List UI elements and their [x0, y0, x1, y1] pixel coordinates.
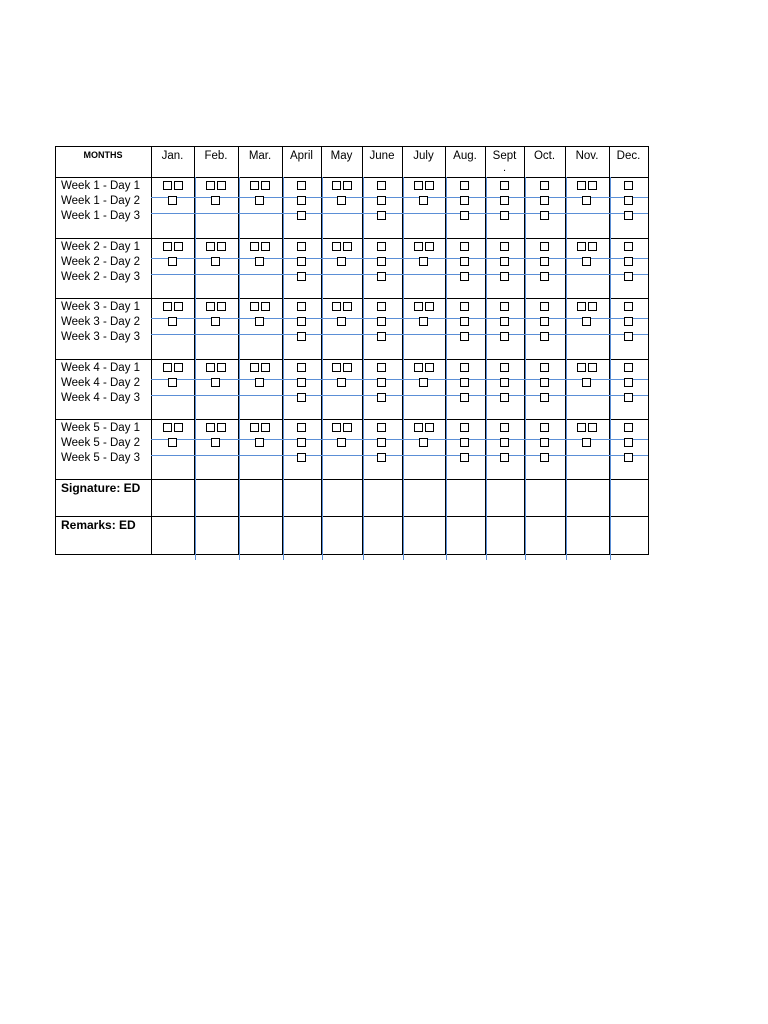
attendance-checkbox[interactable]	[500, 393, 509, 402]
attendance-checkbox[interactable]	[624, 453, 633, 462]
attendance-checkbox[interactable]	[624, 181, 633, 190]
day-row-label: Week 5 - Day 1	[61, 422, 141, 434]
attendance-checkbox[interactable]	[217, 181, 226, 190]
gridline-horizontal	[151, 455, 648, 456]
attendance-checkbox[interactable]	[261, 423, 270, 432]
attendance-checkbox[interactable]	[174, 363, 183, 372]
attendance-checkbox[interactable]	[255, 257, 264, 266]
attendance-checkbox[interactable]	[297, 181, 306, 190]
attendance-checkbox[interactable]	[343, 242, 352, 251]
attendance-checkbox[interactable]	[261, 242, 270, 251]
remarks-label: Remarks: ED	[61, 518, 136, 532]
attendance-checkbox[interactable]	[414, 423, 423, 432]
remarks-cell	[362, 516, 403, 555]
attendance-checkbox[interactable]	[460, 272, 469, 281]
attendance-checkbox[interactable]	[460, 302, 469, 311]
attendance-checkbox[interactable]	[206, 363, 215, 372]
gridline-vertical	[610, 177, 611, 560]
gridline-horizontal	[151, 439, 648, 440]
attendance-checkbox[interactable]	[297, 332, 306, 341]
attendance-checkbox[interactable]	[425, 181, 434, 190]
attendance-checkbox[interactable]	[297, 196, 306, 205]
attendance-checkbox[interactable]	[500, 438, 509, 447]
attendance-checkbox[interactable]	[163, 302, 172, 311]
attendance-checkbox[interactable]	[540, 332, 549, 341]
attendance-checkbox[interactable]	[419, 438, 428, 447]
signature-cell	[194, 479, 239, 517]
attendance-checkbox[interactable]	[577, 242, 586, 251]
attendance-checkbox[interactable]	[163, 423, 172, 432]
attendance-checkbox[interactable]	[540, 363, 549, 372]
attendance-checkbox[interactable]	[297, 378, 306, 387]
months-header: MONTHS	[83, 150, 123, 160]
attendance-checkbox[interactable]	[206, 423, 215, 432]
attendance-checkbox[interactable]	[211, 257, 220, 266]
attendance-checkbox[interactable]	[582, 257, 591, 266]
attendance-checkbox[interactable]	[500, 317, 509, 326]
attendance-checkbox[interactable]	[343, 181, 352, 190]
attendance-checkbox[interactable]	[217, 363, 226, 372]
gridline-vertical	[566, 177, 567, 560]
attendance-checkbox[interactable]	[343, 423, 352, 432]
attendance-checkbox[interactable]	[261, 363, 270, 372]
month-header: July	[413, 150, 434, 162]
attendance-checkbox[interactable]	[261, 181, 270, 190]
attendance-checkbox[interactable]	[624, 302, 633, 311]
attendance-checkbox[interactable]	[624, 257, 633, 266]
gridline-vertical	[283, 177, 284, 560]
attendance-checkbox[interactable]	[414, 363, 423, 372]
attendance-checkbox[interactable]	[174, 181, 183, 190]
attendance-checkbox[interactable]	[297, 257, 306, 266]
attendance-checkbox[interactable]	[377, 438, 386, 447]
month-header: Aug.	[453, 150, 477, 162]
attendance-checkbox[interactable]	[297, 363, 306, 372]
signature-cell	[565, 479, 610, 517]
signature-cell	[402, 479, 446, 517]
attendance-checkbox[interactable]	[297, 242, 306, 251]
attendance-checkbox[interactable]	[460, 242, 469, 251]
attendance-checkbox[interactable]	[460, 332, 469, 341]
attendance-checkbox[interactable]	[540, 317, 549, 326]
attendance-checkbox[interactable]	[460, 363, 469, 372]
remarks-cell	[445, 516, 486, 555]
attendance-checkbox[interactable]	[577, 302, 586, 311]
month-header: Mar.	[248, 150, 272, 162]
attendance-checkbox[interactable]	[414, 181, 423, 190]
attendance-checkbox[interactable]	[168, 196, 177, 205]
attendance-checkbox[interactable]	[206, 181, 215, 190]
attendance-checkbox[interactable]	[624, 438, 633, 447]
attendance-checkbox[interactable]	[168, 317, 177, 326]
gridline-horizontal	[151, 213, 648, 214]
remarks-cell	[151, 516, 195, 555]
month-header: Oct.	[533, 150, 556, 162]
attendance-checkbox[interactable]	[460, 438, 469, 447]
attendance-checkbox[interactable]	[211, 438, 220, 447]
attendance-checkbox[interactable]	[377, 363, 386, 372]
attendance-checkbox[interactable]	[163, 363, 172, 372]
attendance-checkbox[interactable]	[460, 181, 469, 190]
attendance-checkbox[interactable]	[460, 423, 469, 432]
attendance-checkbox[interactable]	[211, 378, 220, 387]
attendance-checkbox[interactable]	[582, 196, 591, 205]
gridline-vertical	[322, 177, 323, 560]
month-header: Nov.	[575, 150, 599, 162]
attendance-checkbox[interactable]	[588, 363, 597, 372]
signature-cell	[524, 479, 566, 517]
signature-cell	[151, 479, 195, 517]
attendance-checkbox[interactable]	[377, 181, 386, 190]
attendance-checkbox[interactable]	[588, 181, 597, 190]
attendance-checkbox[interactable]	[624, 393, 633, 402]
month-header: June	[369, 150, 395, 162]
attendance-checkbox[interactable]	[297, 393, 306, 402]
attendance-checkbox[interactable]	[500, 242, 509, 251]
attendance-checkbox[interactable]	[211, 317, 220, 326]
attendance-checkbox[interactable]	[343, 363, 352, 372]
attendance-checkbox[interactable]	[460, 378, 469, 387]
day-row-label: Week 1 - Day 3	[61, 210, 141, 222]
attendance-checkbox[interactable]	[540, 196, 549, 205]
attendance-checkbox[interactable]	[460, 257, 469, 266]
attendance-checkbox[interactable]	[250, 181, 259, 190]
attendance-checkbox[interactable]	[540, 257, 549, 266]
attendance-checkbox[interactable]	[337, 196, 346, 205]
signature-cell	[609, 479, 649, 517]
attendance-checkbox[interactable]	[500, 302, 509, 311]
gridline-vertical	[403, 177, 404, 560]
attendance-checkbox[interactable]	[500, 257, 509, 266]
attendance-checkbox[interactable]	[582, 378, 591, 387]
attendance-checkbox[interactable]	[297, 211, 306, 220]
attendance-checkbox[interactable]	[414, 302, 423, 311]
attendance-checkbox[interactable]	[425, 242, 434, 251]
attendance-checkbox[interactable]	[297, 272, 306, 281]
gridline-vertical	[486, 177, 487, 560]
gridline-vertical	[446, 177, 447, 560]
month-header: Dec.	[616, 150, 641, 162]
month-header: May	[330, 150, 353, 162]
attendance-checkbox[interactable]	[419, 378, 428, 387]
signature-label: Signature: ED	[61, 481, 141, 495]
attendance-checkbox[interactable]	[332, 363, 341, 372]
attendance-checkbox[interactable]	[377, 272, 386, 281]
attendance-checkbox[interactable]	[425, 302, 434, 311]
attendance-checkbox[interactable]	[500, 332, 509, 341]
month-header: Feb.	[204, 150, 228, 162]
day-row-label: Week 3 - Day 3	[61, 331, 141, 343]
attendance-checkbox[interactable]	[540, 453, 549, 462]
attendance-checkbox[interactable]	[217, 242, 226, 251]
day-row-label: Week 3 - Day 1	[61, 301, 141, 313]
attendance-checkbox[interactable]	[624, 272, 633, 281]
attendance-checkbox[interactable]	[582, 438, 591, 447]
remarks-cell	[565, 516, 610, 555]
attendance-checkbox[interactable]	[419, 196, 428, 205]
attendance-checkbox[interactable]	[255, 378, 264, 387]
attendance-checkbox[interactable]	[624, 242, 633, 251]
attendance-checkbox[interactable]	[588, 242, 597, 251]
signature-cell	[445, 479, 486, 517]
attendance-checkbox[interactable]	[217, 423, 226, 432]
gridline-horizontal	[151, 395, 648, 396]
attendance-checkbox[interactable]	[425, 423, 434, 432]
attendance-checkbox[interactable]	[419, 317, 428, 326]
attendance-checkbox[interactable]	[460, 211, 469, 220]
attendance-checkbox[interactable]	[624, 317, 633, 326]
remarks-cell	[282, 516, 322, 555]
attendance-checkbox[interactable]	[624, 196, 633, 205]
attendance-checkbox[interactable]	[624, 332, 633, 341]
attendance-checkbox[interactable]	[460, 317, 469, 326]
remarks-cell	[194, 516, 239, 555]
attendance-checkbox[interactable]	[500, 272, 509, 281]
attendance-checkbox[interactable]	[168, 257, 177, 266]
signature-cell	[282, 479, 322, 517]
remarks-cell	[609, 516, 649, 555]
attendance-checkbox[interactable]	[297, 423, 306, 432]
attendance-checkbox[interactable]	[540, 393, 549, 402]
attendance-checkbox[interactable]	[540, 423, 549, 432]
signature-cell	[321, 479, 363, 517]
attendance-checkbox[interactable]	[174, 302, 183, 311]
attendance-checkbox[interactable]	[377, 332, 386, 341]
day-row-label: Week 2 - Day 3	[61, 270, 141, 283]
day-row-label: Week 4 - Day 1	[61, 361, 141, 374]
attendance-checkbox[interactable]	[250, 423, 259, 432]
day-row-label: Week 2 - Day 1	[61, 240, 141, 253]
attendance-checkbox[interactable]	[337, 438, 346, 447]
remarks-cell	[402, 516, 446, 555]
attendance-checkbox[interactable]	[425, 363, 434, 372]
attendance-checkbox[interactable]	[250, 363, 259, 372]
attendance-checkbox[interactable]	[206, 302, 215, 311]
attendance-checkbox[interactable]	[337, 257, 346, 266]
attendance-checkbox[interactable]	[500, 196, 509, 205]
attendance-checkbox[interactable]	[500, 378, 509, 387]
gridline-horizontal	[151, 318, 648, 319]
attendance-checkbox[interactable]	[377, 317, 386, 326]
attendance-checkbox[interactable]	[588, 302, 597, 311]
gridline-vertical	[195, 177, 196, 560]
attendance-checkbox[interactable]	[377, 302, 386, 311]
attendance-checkbox[interactable]	[460, 393, 469, 402]
attendance-checkbox[interactable]	[297, 438, 306, 447]
attendance-checkbox[interactable]	[540, 211, 549, 220]
attendance-checkbox[interactable]	[217, 302, 226, 311]
attendance-checkbox[interactable]	[377, 211, 386, 220]
attendance-checkbox[interactable]	[174, 423, 183, 432]
attendance-checkbox[interactable]	[460, 453, 469, 462]
remarks-cell	[485, 516, 525, 555]
attendance-checkbox[interactable]	[377, 196, 386, 205]
attendance-checkbox[interactable]	[255, 317, 264, 326]
attendance-checkbox[interactable]	[624, 378, 633, 387]
attendance-checkbox[interactable]	[255, 438, 264, 447]
attendance-checkbox[interactable]	[577, 423, 586, 432]
attendance-checkbox[interactable]	[582, 317, 591, 326]
day-row-label: Week 5 - Day 2	[61, 437, 141, 449]
attendance-checkbox[interactable]	[577, 363, 586, 372]
attendance-checkbox[interactable]	[500, 423, 509, 432]
attendance-checkbox[interactable]	[624, 211, 633, 220]
signature-cell	[238, 479, 283, 517]
attendance-checkbox[interactable]	[377, 393, 386, 402]
month-header: April	[289, 150, 313, 162]
attendance-checkbox[interactable]	[540, 302, 549, 311]
attendance-checkbox[interactable]	[377, 378, 386, 387]
attendance-checkbox[interactable]	[500, 181, 509, 190]
day-row-label: Week 5 - Day 3	[61, 452, 141, 464]
gridline-vertical	[239, 177, 240, 560]
attendance-checkbox[interactable]	[500, 211, 509, 220]
attendance-checkbox[interactable]	[163, 181, 172, 190]
attendance-checkbox[interactable]	[297, 302, 306, 311]
attendance-checkbox[interactable]	[337, 317, 346, 326]
gridline-horizontal	[151, 334, 648, 335]
signature-cell	[485, 479, 525, 517]
attendance-checkbox[interactable]	[624, 423, 633, 432]
day-row-label: Week 1 - Day 2	[61, 195, 141, 207]
attendance-checkbox[interactable]	[174, 242, 183, 251]
attendance-checkbox[interactable]	[377, 257, 386, 266]
attendance-checkbox[interactable]	[250, 302, 259, 311]
attendance-checkbox[interactable]	[377, 242, 386, 251]
gridline-horizontal	[151, 197, 648, 198]
attendance-checkbox[interactable]	[163, 242, 172, 251]
gridline-horizontal	[151, 274, 648, 275]
remarks-cell	[238, 516, 283, 555]
day-row-label: Week 4 - Day 3	[61, 391, 141, 404]
attendance-checkbox[interactable]	[500, 453, 509, 462]
attendance-checkbox[interactable]	[624, 363, 633, 372]
attendance-checkbox[interactable]	[168, 378, 177, 387]
signature-cell	[362, 479, 403, 517]
attendance-checkbox[interactable]	[540, 181, 549, 190]
attendance-checkbox[interactable]	[337, 378, 346, 387]
sept-dot: .	[503, 162, 507, 174]
attendance-checkbox[interactable]	[343, 302, 352, 311]
attendance-checkbox[interactable]	[577, 181, 586, 190]
attendance-checkbox[interactable]	[460, 196, 469, 205]
attendance-checkbox[interactable]	[206, 242, 215, 251]
gridline-vertical	[363, 177, 364, 560]
attendance-checkbox[interactable]	[377, 453, 386, 462]
attendance-checkbox[interactable]	[332, 181, 341, 190]
attendance-checkbox[interactable]	[211, 196, 220, 205]
day-row-label: Week 2 - Day 2	[61, 255, 141, 268]
attendance-checkbox[interactable]	[261, 302, 270, 311]
attendance-checkbox[interactable]	[255, 196, 264, 205]
attendance-checkbox[interactable]	[540, 242, 549, 251]
day-row-label: Week 1 - Day 1	[61, 180, 141, 192]
gridline-horizontal	[151, 258, 648, 259]
attendance-checkbox[interactable]	[500, 363, 509, 372]
remarks-cell	[321, 516, 363, 555]
attendance-checkbox[interactable]	[540, 438, 549, 447]
attendance-checkbox[interactable]	[168, 438, 177, 447]
attendance-checkbox[interactable]	[377, 423, 386, 432]
month-header: Sept	[492, 150, 517, 162]
attendance-checkbox[interactable]	[332, 242, 341, 251]
attendance-checkbox[interactable]	[414, 242, 423, 251]
attendance-checkbox[interactable]	[588, 423, 597, 432]
attendance-checkbox[interactable]	[540, 378, 549, 387]
attendance-checkbox[interactable]	[297, 453, 306, 462]
attendance-checkbox[interactable]	[332, 302, 341, 311]
month-header: Jan.	[161, 150, 184, 162]
day-row-label: Week 3 - Day 2	[61, 316, 141, 328]
day-row-label: Week 4 - Day 2	[61, 376, 141, 389]
attendance-checkbox[interactable]	[540, 272, 549, 281]
attendance-checkbox[interactable]	[419, 257, 428, 266]
attendance-checkbox[interactable]	[332, 423, 341, 432]
remarks-cell	[524, 516, 566, 555]
attendance-checkbox[interactable]	[250, 242, 259, 251]
gridline-horizontal	[151, 379, 648, 380]
gridline-vertical	[525, 177, 526, 560]
attendance-checkbox[interactable]	[297, 317, 306, 326]
